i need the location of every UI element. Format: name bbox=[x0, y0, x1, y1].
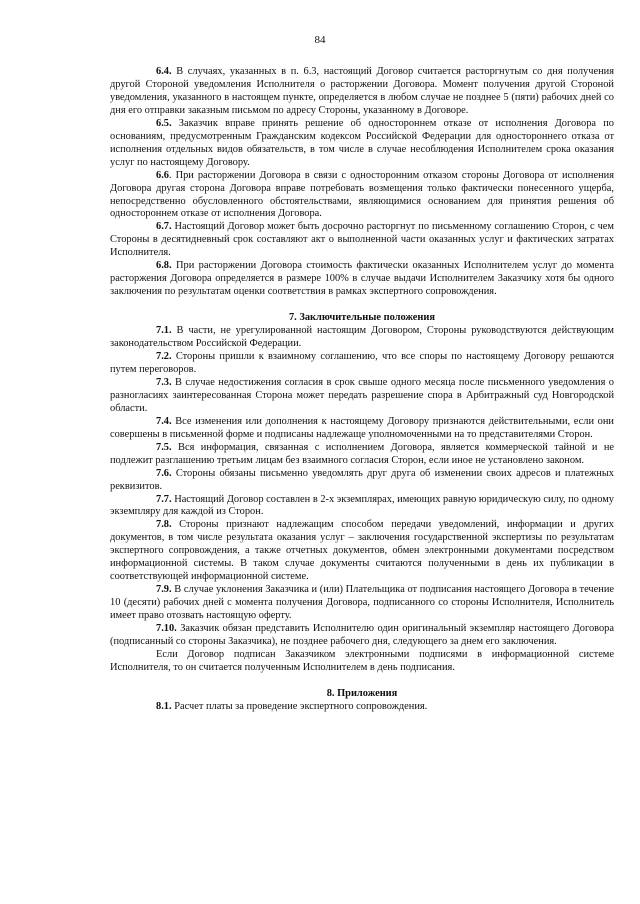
clause-text: Стороны пришли к взаимному соглашению, что все споры по настоящему Договору решаются путем переговоров. bbox=[110, 351, 614, 375]
clause-number: 7.2. bbox=[156, 351, 172, 363]
clause-number: 7.1. bbox=[156, 325, 172, 337]
clause-text: . При расторжении Договора в связи с односторонним отказом стороны Договора от исполнения Договора другая сторона Договора вправе потребовать возмещения только фактически понесенного ущерба, непосредственно обусловленного обстоятельствами, являющимися основанием для принятия решения об одностороннем отказе от исполнения Договора. bbox=[110, 169, 614, 220]
clause-text: При расторжении Договора стоимость фактически оказанных Исполнителем услуг до момента расторжения Договора определяется в размере 100% в случае выдачи Исполнителем Заказчику хотя бы одного заключения по результатам оценки соответствия в рамках экспертного сопровождения. bbox=[110, 260, 614, 298]
clause-7-1 bbox=[110, 325, 614, 351]
clause-text: В случае уклонения Заказчика и (или) Плательщика от подписания настоящего Договора в течение 10 (десяти) рабочих дней с момента получения Договора, подписанного со стороны Исполнителя, Исполнитель имеет право отозвать настоящую оферту. bbox=[110, 584, 614, 622]
clause-number: 7.7. bbox=[156, 493, 172, 505]
clause-7-5 bbox=[110, 442, 614, 468]
clause-text: Заказчик вправе принять решение об одностороннем отказе от исполнения Договора по основаниям, предусмотренным Гражданским кодексом Российской Федерации для одностороннего отказа от исполнения отдельных видов обязательств, в том числе в случае несоблюдения Исполнителем срока оказания услуг по настоящему Договору. bbox=[110, 117, 614, 168]
clause-number: 7.9. bbox=[156, 584, 172, 596]
clause-7-4 bbox=[110, 416, 614, 442]
clause-text: Расчет платы за проведение экспертного сопровождения. bbox=[171, 700, 428, 712]
clause-6-6 bbox=[110, 170, 614, 222]
clause-text: Настоящий Договор может быть досрочно расторгнут по письменному соглашению Сторон, с чем Стороны в десятидневный срок составляют акт о выполненной части оказанных услуг и фактических затратах Исполнителя. bbox=[110, 221, 614, 259]
clause-6-8 bbox=[110, 260, 614, 299]
document-body bbox=[110, 66, 614, 714]
page-number: 84 bbox=[314, 34, 326, 46]
clause-6-5 bbox=[110, 118, 614, 170]
clause-7-3 bbox=[110, 377, 614, 416]
clause-number: 6.4. bbox=[156, 66, 172, 77]
clause-6-7 bbox=[110, 221, 614, 260]
clause-7-2 bbox=[110, 351, 614, 377]
section-7-heading: 7. Заключительные положения bbox=[288, 312, 436, 324]
clause-7-6 bbox=[110, 468, 614, 494]
clause-number: 6.5. bbox=[156, 117, 172, 129]
clause-number: 6.6 bbox=[156, 169, 169, 181]
clause-number: 7.4. bbox=[156, 415, 172, 427]
clause-text: В части, не урегулированной настоящим Договором, Стороны руководствуются действующим законодательством Российской Федерации. bbox=[110, 325, 614, 350]
clause-number: 7.5. bbox=[156, 441, 172, 453]
clause-number: 7.8. bbox=[156, 519, 172, 531]
clause-text: Вся информация, связанная с исполнением Договора, является коммерческой тайной и не подлежит разглашению третьим лицам без взаимного согласия Сторон, если иное не установлено законом. bbox=[110, 441, 614, 466]
clause-7-10 bbox=[110, 623, 614, 649]
clause-number: 7.3. bbox=[156, 376, 172, 388]
clause-number: 7.10. bbox=[156, 623, 177, 635]
clause-6-4 bbox=[110, 66, 614, 118]
clause-number: 8.1. bbox=[156, 700, 172, 712]
clause-text: В случае недостижения согласия в срок свыше одного месяца после письменного уведомления о разногласиях заинтересованная Сторона может передать разрешение спора в Арбитражный суд Новгородской области. bbox=[110, 376, 614, 414]
clause-number: 6.7. bbox=[156, 221, 172, 233]
section-gap bbox=[110, 675, 614, 688]
closing-paragraph: Если Договор подписан Заказчиком электронными подписями в информационной системе Исполнителя, то он считается полученным Исполнителем в день подписания. bbox=[110, 648, 614, 673]
clause-text: Настоящий Договор составлен в 2-х экземплярах, имеющих равную юридическую силу, по одному экземпляру для каждой из Сторон. bbox=[110, 493, 614, 518]
clause-text: В случаях, указанных в п. 6.3, настоящий Договор считается расторгнутым со дня получения другой Стороной уведомления Исполнителя о расторжении Договора. Момент получения другой Стороной уведомления, указанного в настоящем пункте, определяется в любом случае не позднее 5 (пяти) рабочих дней со дня его отправки заказным письмом по адресу Стороны, указанному в Договоре. bbox=[110, 66, 614, 116]
clause-text: Стороны признают надлежащим способом передачи уведомлений, информации и других документов, в том числе результата оказания услуг – заключения государственной экспертизы по результатам экспертного сопровождения, а также отчетных документов, обмен электронными документами посредством информационной системы. В таком случае документы считаются полученными в день их публикации в соответствующей информационной системе. bbox=[110, 519, 614, 583]
clause-7-9 bbox=[110, 584, 614, 623]
section-gap bbox=[110, 299, 614, 312]
clause-7-8 bbox=[110, 519, 614, 584]
clause-text: Стороны обязаны письменно уведомлять друг друга об изменении своих адресов и платежных реквизитов. bbox=[110, 467, 614, 492]
clause-text: Заказчик обязан представить Исполнителю один оригинальный экземпляр настоящего Договора (подписанный со стороны Заказчика), не позднее рабочего дня, следующего за днем его заключения. bbox=[110, 623, 614, 647]
section-8-heading: 8. Приложения bbox=[326, 687, 398, 699]
clause-number: 6.8. bbox=[156, 260, 172, 272]
clause-text: Все изменения или дополнения к настоящему Договору признаются действительными, если они совершены в письменной форме и подписаны надлежаще уполномоченными на то представителями Сторон. bbox=[110, 415, 614, 440]
clause-7-7 bbox=[110, 494, 614, 520]
clause-number: 7.6. bbox=[156, 467, 172, 479]
clause-8-1 bbox=[110, 701, 614, 714]
